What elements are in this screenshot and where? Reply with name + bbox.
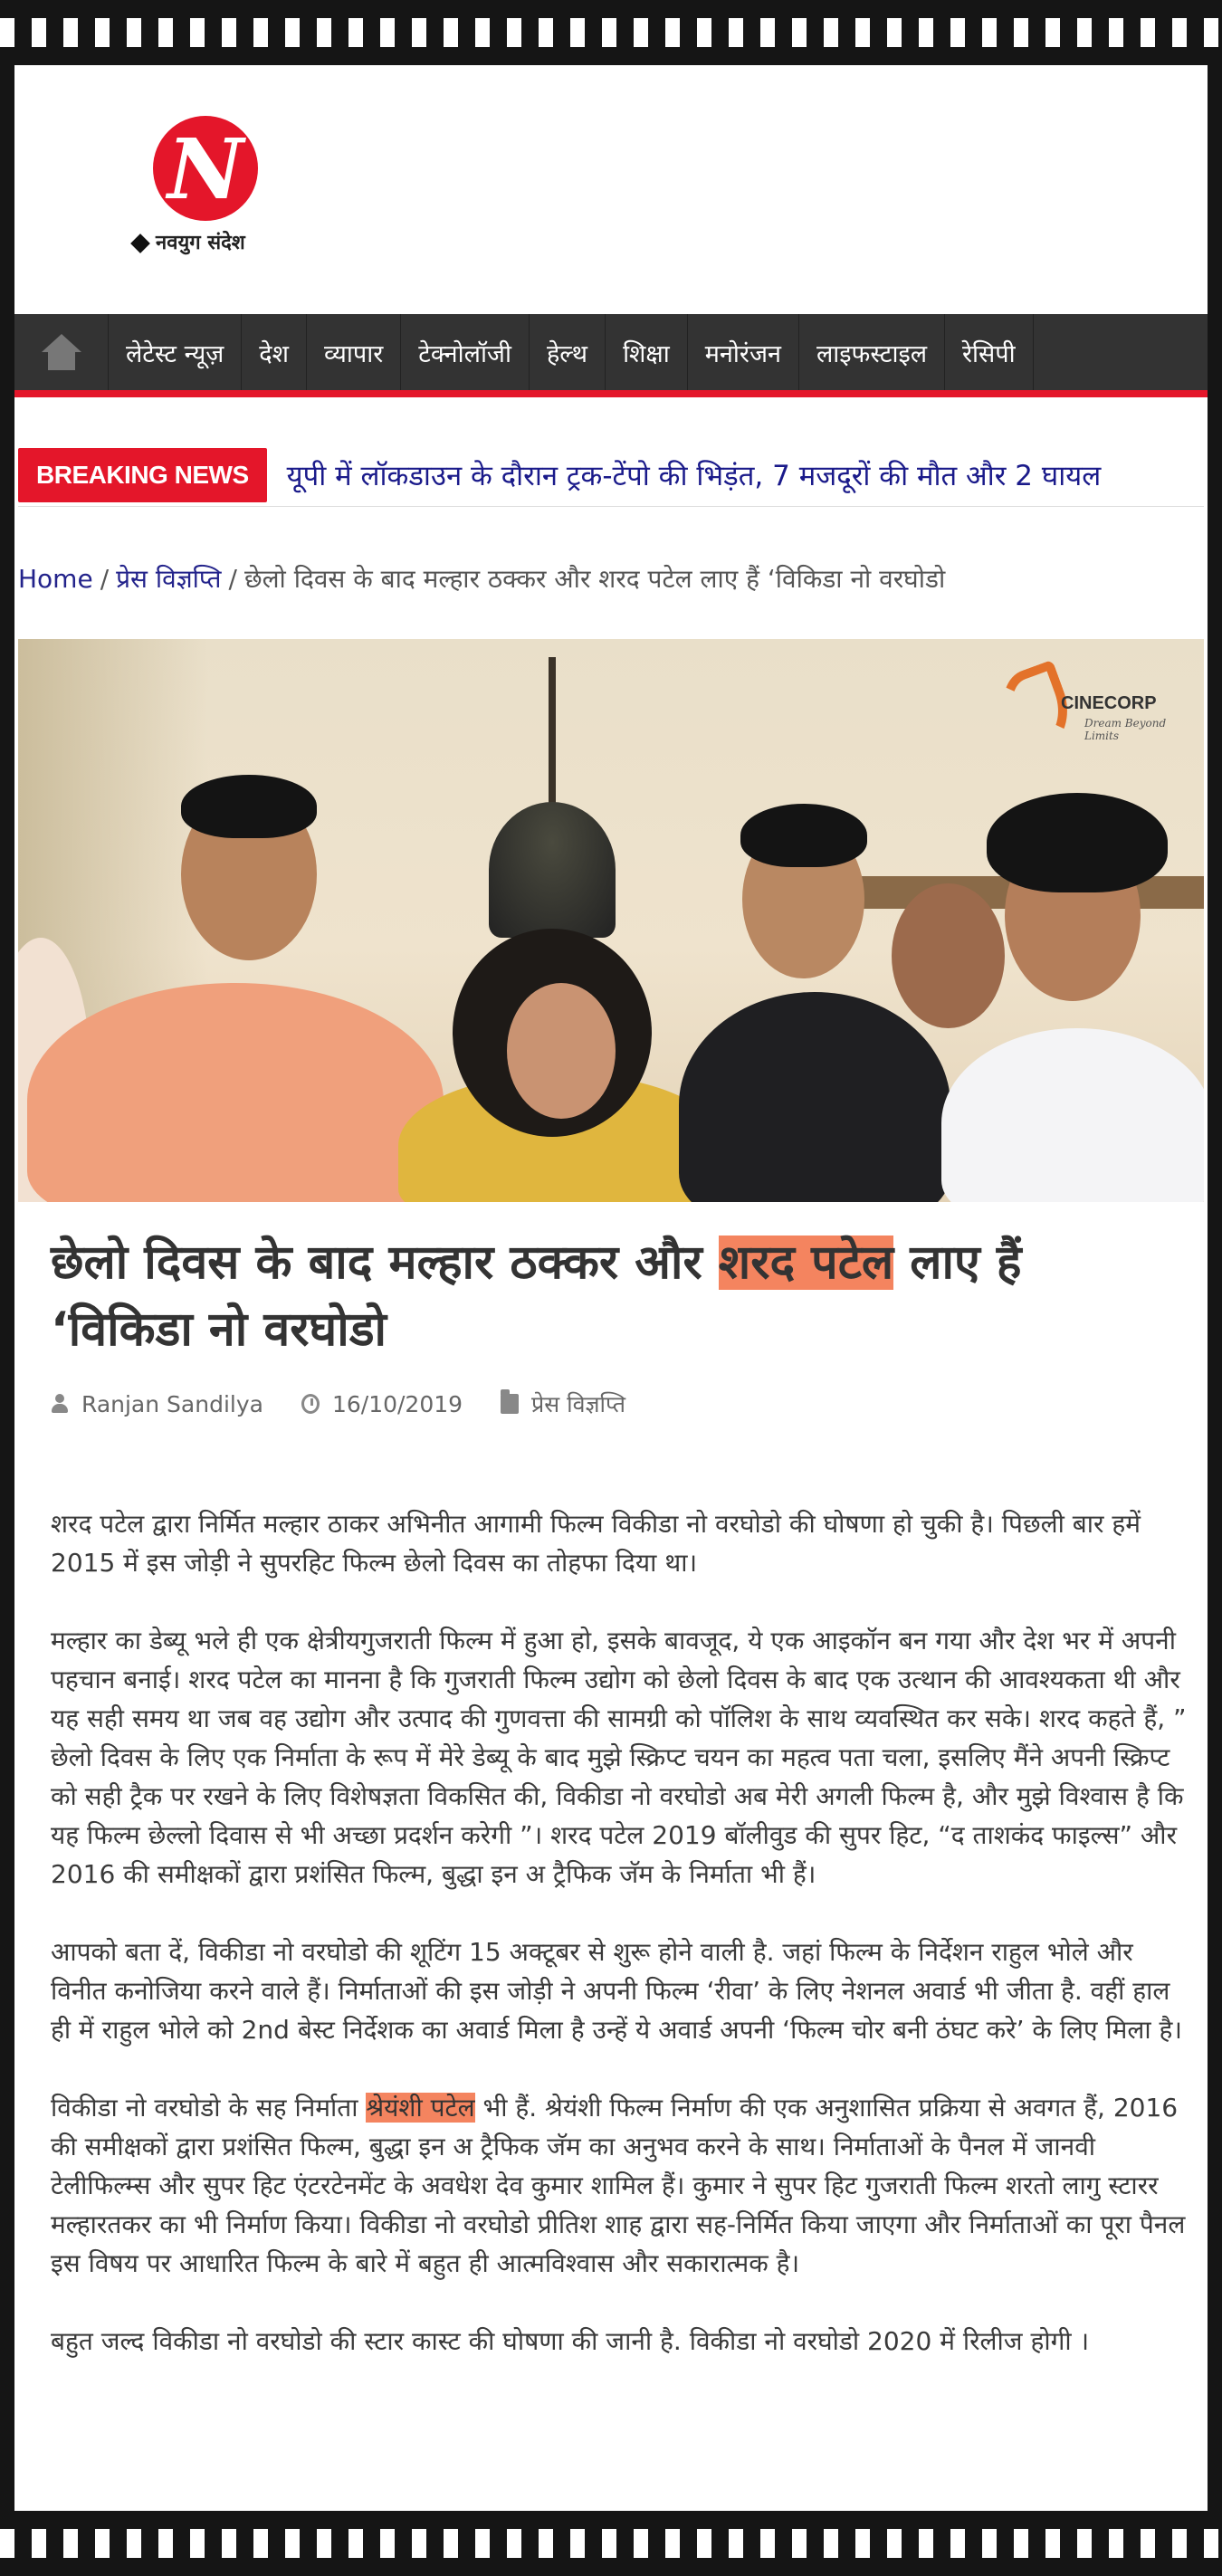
article-paragraph: बहुत जल्द विकीडा नो वरघोडो की स्टार कास्ट की घोषणा की जानी है. विकीडा नो वरघोडो 2020 में रिलीज होगी । <box>51 2326 1090 2356</box>
clock-icon <box>301 1394 320 1414</box>
nav-home-button[interactable] <box>14 314 109 390</box>
breadcrumb <box>18 561 1204 596</box>
article-category[interactable]: प्रेस विज्ञप्ति <box>531 1391 625 1417</box>
bell-decoration <box>489 802 616 938</box>
cinecorp-watermark-logo <box>1005 668 1186 749</box>
film-strip-bottom <box>0 2511 1222 2576</box>
film-strip-right <box>1208 65 1222 2511</box>
cinecorp-tagline: Dream Beyond Limits <box>1084 717 1167 742</box>
breadcrumb-separator: / <box>228 564 237 594</box>
article-meta <box>51 1388 664 1419</box>
breaking-news-bar <box>18 444 1204 507</box>
article-paragraph <box>51 2088 1188 2283</box>
article-paragraph: शरद पटेल द्वारा निर्मित मल्हार ठाकर अभिनीत आगामी फिल्म विकीडा नो वरघोडो की घोषणा हो चुकी है। पिछली बार हमें 2015 में इस जोड़ी ने सुपरहिट फिल्म छेलो दिवस का तोहफा दिया था। <box>51 1509 1141 1578</box>
logo-wordmark <box>130 228 245 255</box>
article-author[interactable]: Ranjan Sandilya <box>81 1390 263 1417</box>
film-strip-top <box>0 0 1222 65</box>
nav-item-technology[interactable]: टेक्नोलॉजी <box>401 314 530 390</box>
main-nav <box>14 314 1208 397</box>
cinecorp-brand: CINECORP <box>1061 693 1157 713</box>
paragraph-text: विकीडा नो वरघोडो के सह निर्माता <box>51 2093 367 2123</box>
nav-item-lifestyle[interactable]: लाइफस्टाइल <box>799 314 945 390</box>
pen-icon <box>130 234 150 253</box>
page-content <box>14 65 1208 2511</box>
site-logo[interactable] <box>114 116 295 252</box>
article-paragraph: आपको बता दें, विकीडा नो वरघोडो की शूटिंग 15 अक्टूबर से शुरू होने वाली है. जहां फिल्म के निर्देशन राहुल भोले और विनीत कनोजिया करने वाले हैं। निर्माताओं की इस जोड़ी ने अपनी फिल्म ‘रीवा’ के लिए नेशनल अवार्ड भी जीता है. वहीं हाल ही में राहुल भोले को 2nd बेस्ट निर्देशक का अवार्ड मिला है उन्हें ये अवार्ड अपनी ‘फिल्म चोर बनी ठंघट करे’ के लिए मिला है। <box>51 1937 1183 2045</box>
article-paragraph: मल्हार का डेब्यू भले ही एक क्षेत्रीयगुजराती फिल्म में हुआ हो, इसके बावजूद, ये एक आइकॉन बन गया और देश भर में अपनी पहचान बनाई। शरद पटेल का मानना है कि गुजराती फिल्म उद्योग को छेलो दिवस के बाद एक उत्थान की आवश्यकता थी और यह सही समय था जब वह उद्योग और उत्पाद की गुणवत्ता की सामग्री को पॉलिश के साथ व्यवस्थित कर सके। शरद कहते हैं, ” छेलो दिवस के लिए एक निर्माता के रूप में मेरे डेब्यू के बाद मुझे स्क्रिप्ट चयन का महत्व पता चला, इसलिए मैंने अपनी स्क्रिप्ट को सही ट्रैक पर रखने के लिए विशेषज्ञता विकसित की, विकीडा नो वरघोडो अब मेरी अगली फिल्म है, और मुझे विश्वास है कि यह फिल्म छेल्लो दिवास से भी अच्छा प्रदर्शन करेगी ”। शरद पटेल 2019 बॉलीवुड की सुपर हिट, “द ताशकंद फाइल्स” और 2016 की समीक्षकों द्वारा प्रशंसित फिल्म, बुद्धा इन अ ट्रैफिक जॅम के निर्माता भी हैं। <box>51 1626 1187 1889</box>
article-title-part1: छेलो दिवस के बाद मल्हार ठक्कर और <box>51 1236 719 1290</box>
article-title-highlight: शरद पटेल <box>718 1236 894 1290</box>
breadcrumb-home-link[interactable]: Home <box>18 564 93 594</box>
highlighted-name: श्रेयंशी पटेल <box>366 2093 475 2123</box>
article-date: 16/10/2019 <box>331 1390 463 1417</box>
folder-icon <box>501 1394 519 1414</box>
breadcrumb-current: छेलो दिवस के बाद मल्हार ठक्कर और शरद पटेल लाए हैं ‘विकिडा नो वरघोडो <box>243 564 946 594</box>
article-hero-image <box>18 639 1204 1202</box>
nav-item-education[interactable]: शिक्षा <box>606 314 688 390</box>
breadcrumb-separator: / <box>100 564 110 594</box>
paragraph-text: भी हैं. श्रेयंशी फिल्म निर्माण की एक अनुशासित प्रक्रिया से अवगत हैं, 2016 की समीक्षकों द्वारा प्रशंसित फिल्म, बुद्धा इन अ ट्रैफिक जॅम का अनुभव करने के साथ। निर्माताओं के पैनल में जानवी टेलीफिल्म्स और सुपर हिट एंटरटेनमेंट के अवधेश देव कुमार शामिल हैं। कुमार ने सुपर हिट गुजराती फिल्म शरतो लागु स्टारर मल्हारतकर का भी निर्माण किया। विकीडा नो वरघोडो प्रीतिश शाह द्वारा सह-निर्मित किया जाएगा और निर्माताओं का पूरा पैनल इस विषय पर आधारित फिल्म के बारे में बहुत ही आत्मविश्वास और सकारात्मक है। <box>51 2093 1186 2278</box>
logo-letter: N <box>167 120 244 218</box>
nav-item-entertainment[interactable]: मनोरंजन <box>688 314 799 390</box>
nav-item-recipe[interactable]: रेसिपी <box>945 314 1034 390</box>
article-title <box>51 1229 1173 1363</box>
logo-wordmark-text: नवयुग संदेश <box>156 232 245 254</box>
film-strip-left <box>0 65 14 2511</box>
breadcrumb-category-link[interactable]: प्रेस विज्ञप्ति <box>116 564 222 594</box>
nav-item-country[interactable]: देश <box>242 314 307 390</box>
article-body <box>51 1504 1188 2399</box>
breaking-news-headline[interactable]: यूपी में लॉकडाउन के दौरान ट्रक-टेंपो की भिड़ंत, 7 मजदूरों की मौत और 2 घायल <box>286 459 1102 492</box>
nav-item-business[interactable]: व्यापार <box>307 314 401 390</box>
user-icon <box>51 1394 69 1414</box>
nav-item-latest-news[interactable]: लेटेस्ट न्यूज़ <box>109 314 242 390</box>
breaking-news-label: BREAKING NEWS <box>18 448 267 502</box>
nav-item-health[interactable]: हेल्थ <box>530 314 606 390</box>
article-title-part2: लाए हैं ‘विकिडा नो वरघोडो <box>51 1236 1022 1357</box>
home-icon <box>42 334 81 370</box>
